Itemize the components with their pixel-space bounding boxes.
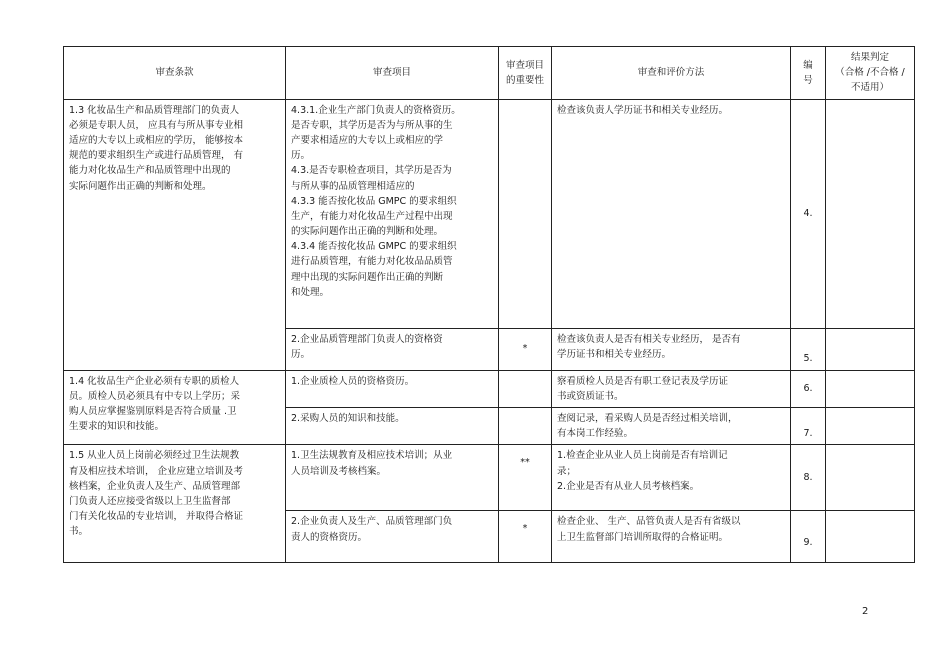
item-cell: 2.企业品质管理部门负责人的资格资 历。 [286,328,499,370]
importance-cell [499,99,552,328]
result-cell [826,370,915,407]
importance-cell [499,370,552,407]
item-cell: 2.企业负责人及生产、品质管理部门负 责人的资格资历。 [286,511,499,563]
audit-table [63,46,915,563]
importance-cell: * [499,328,552,370]
header-importance: 审查项目 的重要性 [499,47,552,100]
header-clause: 审查条款 [64,47,286,100]
number-cell: 7. [791,407,826,444]
header-number: 编 号 [791,47,826,100]
table-row [64,99,915,328]
item-cell: 2.采购人员的知识和技能。 [286,407,499,444]
table-row [64,445,915,511]
method-cell: 查阅记录，看采购人员是否经过相关培训， 有本岗工作经验。 [552,407,791,444]
result-cell [826,407,915,444]
header-item: 审查项目 [286,47,499,100]
clause-cell: 1.4 化妆品生产企业必须有专职的质检人 员。质检人员必须具有中专以上学历；采 购人员应掌握鉴别原料是否符合质量 .卫 生要求的知识和技能。 [64,370,286,445]
importance-cell: ** [499,445,552,511]
result-cell [826,328,915,370]
number-cell: 8. [791,445,826,511]
number-cell: 5. [791,328,826,370]
page-number: 2 [862,606,869,617]
importance-cell: * [499,511,552,563]
header-row [64,47,915,100]
method-cell: 察看质检人员是否有职工登记表及学历证 书或资质证书。 [552,370,791,407]
importance-cell [499,407,552,444]
table-row [64,370,915,407]
header-result: 结果判定 （合格 /不合格 / 不适用） [826,47,915,100]
result-cell [826,511,915,563]
clause-cell: 1.5 从业人员上岗前必须经过卫生法规教 育及相应技术培训， 企业应建立培训及考 核档案，企业负责人及生产、品质管理部 门负责人还应接受省级以上卫生监督部 门有关化妆品的专业培训， 并取得合格证 书。 [64,445,286,563]
result-cell [826,99,915,328]
header-method: 审查和评价方法 [552,47,791,100]
number-cell: 9. [791,511,826,563]
method-cell: 1.检查企业从业人员上岗前是否有培训记 录； 2.企业是否有从业人员考核档案。 [552,445,791,511]
item-cell: 1.企业质检人员的资格资历。 [286,370,499,407]
method-cell: 检查该负责人是否有相关专业经历， 是否有 学历证书和相关专业经历。 [552,328,791,370]
number-cell: 6. [791,370,826,407]
item-cell: 4.3.1.企业生产部门负责人的资格资历。 是否专职，其学历是否为与所从事的生 产要求相适应的大专以上或相应的学 历。 4.3.是否专职检查项目，其学历是否为 与所从事的品质管理相适应的 4.3.3 能否按化妆品 GMPC 的要求组织 生产，有能力对化妆品生产过程中出现 的实际问题作出正确的判断和处理。 4.3.4 能否按化妆品 GMPC 的要求组织 进行品质管理，有能力对化妆品品质管 理中出现的实际问题作出正确的判断 和处理。 [286,99,499,328]
method-cell: 检查企业、 生产、品管负责人是否有省级以 上卫生监督部门培训所取得的合格证明。 [552,511,791,563]
clause-cell: 1.3 化妆品生产和品质管理部门的负责人 必须是专职人员， 应具有与所从事专业相 适应的大专以上或相应的学历， 能够按本 规范的要求组织生产或进行品质管理， 有 能力对化妆品生产和品质管理中出现的 实际问题作出正确的判断和处理。 [64,99,286,370]
number-cell: 4. [791,99,826,328]
result-cell [826,445,915,511]
method-cell: 检查该负责人学历证书和相关专业经历。 [552,99,791,328]
item-cell: 1.卫生法规教育及相应技术培训；从业 人员培训及考核档案。 [286,445,499,511]
